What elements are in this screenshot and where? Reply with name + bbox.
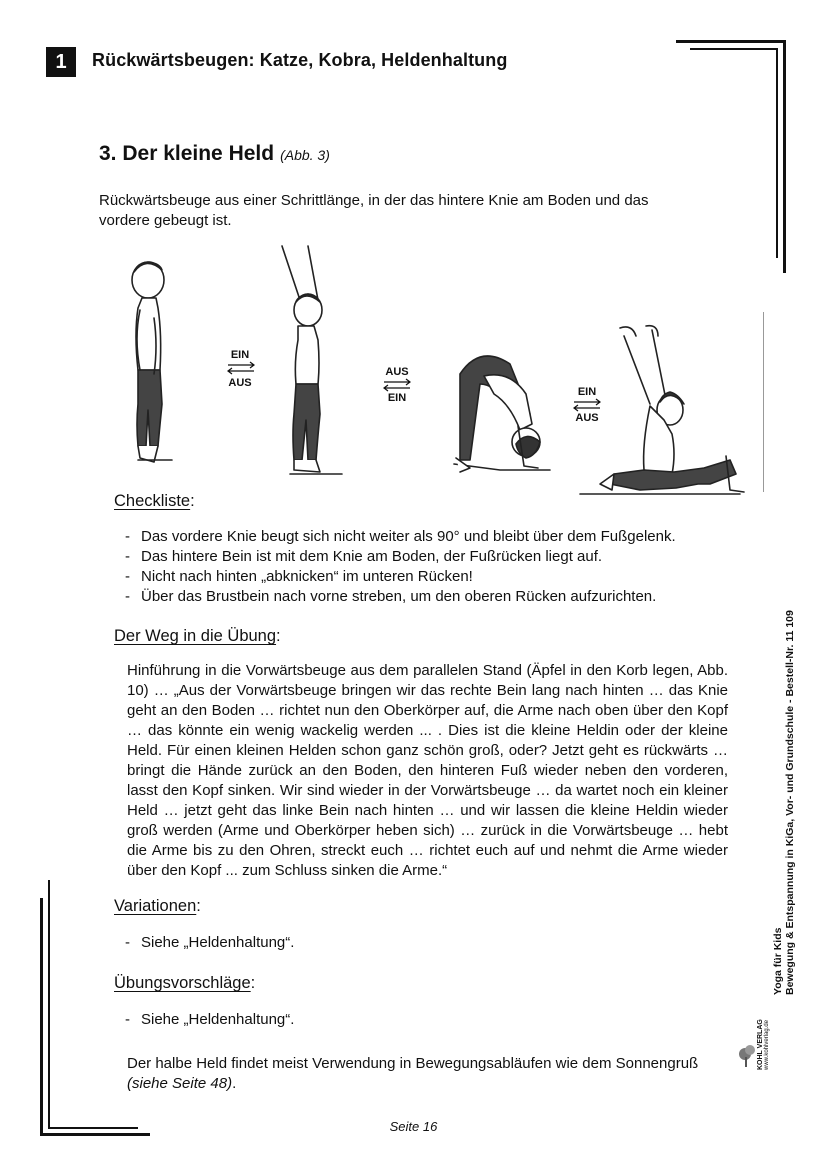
variationen-heading-colon: : [196,897,201,915]
sidebar-subtitle: Bewegung & Entspannung in KiGa, Vor- und Grundschule - Bestell-Nr. 11 109 [784,610,796,995]
arrow3-top-label: EIN [577,386,597,398]
weg-heading [114,627,281,646]
closing-text: Der halbe Held findet meist Verwendung in Bewegungsabläufen wie dem Sonnengruß [127,1055,699,1072]
publisher-name: KOHL VERLAG [757,1019,764,1070]
closing-end: . [232,1075,237,1092]
closing-page-reference: (siehe Seite 48) [127,1075,233,1092]
sidebar-text [772,610,796,995]
breath-arrow-2 [384,366,410,404]
frame-line-right-outer [783,40,786,273]
checklist-item: - Nicht nach hinten „abknicken“ im unteren Rücken! [125,567,725,587]
frame-line-left-inner [48,880,50,1129]
publisher-logo-text [757,1019,771,1070]
checklist-heading-colon: : [190,492,195,510]
checklist [125,527,725,607]
breath-arrow-1 [228,349,254,389]
variationen-heading-text: Variationen [114,897,197,915]
exercise-illustration [110,234,760,498]
publisher-website: www.kohlverlag.de [764,1019,770,1070]
closing-paragraph [127,1054,712,1094]
publisher-sidebar [750,565,794,995]
illustration-side-rule [763,312,764,492]
vorschlaege-list [125,1010,625,1030]
figure-reference: (Abb. 3) [280,147,330,163]
chapter-title: Rückwärtsbeugen: Katze, Kobra, Heldenhaltung [92,50,508,70]
vorschlaege-heading-text: Übungsvorschläge [114,974,251,992]
frame-line-right-inner [776,48,778,258]
checklist-item: - Über das Brustbein nach vorne streben, um den oberen Rücken aufzurichten. [125,587,725,607]
frame-line-top-inner [690,48,778,50]
weg-heading-text: Der Weg in die Übung [114,627,277,645]
page-number: Seite 16 [389,1119,438,1134]
figure-kneeling-lunge [577,326,744,494]
arrow3-bottom-label: AUS [575,412,599,424]
sidebar-title: Yoga für Kids [772,927,784,995]
figure-forward-bend [454,356,550,472]
frame-line-top-outer [676,40,786,43]
weg-text: Hinführung in die Vorwärtsbeuge aus dem parallelen Stand (Äpfel in den Korb legen, Abb. 10) … „Aus der Vorwärtsbeuge bringen wir das rechte Bein lang nach hinten … das Knie geht an den Boden … richtet nun den Oberkörper auf, die Arme nach oben über den Kopf … das könnte ein wenig wackelig werden ... . Dies ist die kleine Heldin oder der kleine Held. Für einen kleinen Helden schon ganz schön groß, oder? Jetzt geht es rückwärts … bringt die Hände zurück an den Boden, den hinteren Fuß wieder neben den vorderen, lasst den Kopf sinken. Wir sind wieder in der Vorwärtsbeuge … da wartet noch ein kleiner Held … jetzt geht das linke Bein nach hinten … und wir lassen die kleine Heldin wieder groß werden (Arme und Oberkörper heben sich) … zurück in die Vorwärtsbeuge … hebt die Arme bis zu den Ohren, streckt euch … richtet euch auf und nehmt die Arme wieder über den Kopf ... zum Schluss sinken die Arme.“ [127,662,728,879]
arrow1-bottom-label: AUS [228,377,252,389]
arrow1-top-label: EIN [230,349,250,361]
vorschlaege-item: - Siehe „Heldenhaltung“. [125,1010,625,1030]
section-title-text: 3. Der kleine Held [99,142,275,165]
frame-line-left-outer [40,898,43,1136]
breath-arrow-3 [574,386,600,424]
weg-heading-colon: : [276,627,281,645]
variationen-heading [114,897,201,916]
chapter-number-badge: 1 [46,47,76,77]
figure-arms-raised [282,246,342,474]
arrow2-bottom-label: EIN [387,392,407,404]
variationen-list [125,933,625,953]
variationen-item: - Siehe „Heldenhaltung“. [125,933,625,953]
figure-standing [132,262,172,462]
arrow2-top-label: AUS [385,366,409,378]
section-title [99,142,330,166]
vorschlaege-heading-colon: : [250,974,256,992]
vorschlaege-heading [114,974,255,993]
checklist-heading-text: Checkliste [114,492,191,510]
checklist-heading [114,492,195,511]
tree-logo-icon [737,1002,757,1072]
section-intro: Rückwärtsbeuge aus einer Schrittlänge, in der das hintere Knie am Boden und das vordere gebeugt ist. [99,192,649,229]
publisher-logo [737,1002,772,1072]
checklist-item: - Das hintere Bein ist mit dem Knie am Boden, der Fußrücken liegt auf. [125,547,725,567]
checklist-item: - Das vordere Knie beugt sich nicht weiter als 90° und bleibt über dem Fußgelenk. [125,527,725,547]
